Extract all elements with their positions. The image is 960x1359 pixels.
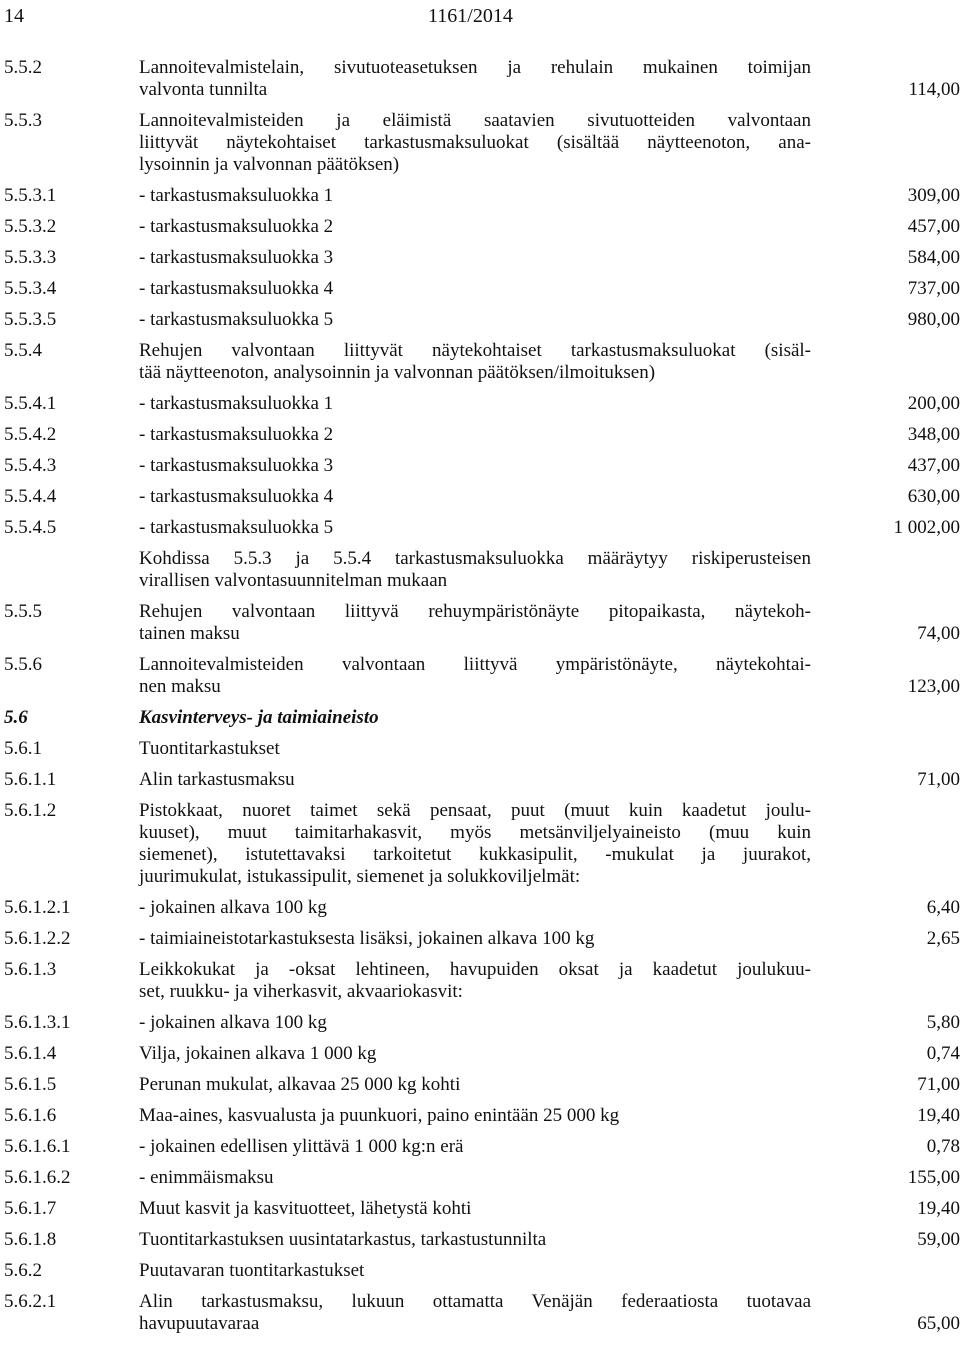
fee-amount: 59,00 xyxy=(917,1229,960,1250)
fee-row xyxy=(0,1260,960,1282)
item-description xyxy=(139,1074,811,1096)
item-description xyxy=(139,1136,811,1158)
description-line: set, ruukku- ja viherkasvit, akvaariokasvit: xyxy=(139,981,463,1002)
item-number: 5.6.1.3.1 xyxy=(4,1012,71,1033)
item-description xyxy=(139,738,811,760)
item-description xyxy=(139,1229,811,1251)
fee-row xyxy=(0,1043,960,1065)
item-description xyxy=(139,1260,811,1282)
description-line: kuuset), muut taimitarhakasvit, myös metsänviljelyaineisto (muu kuin xyxy=(139,822,811,843)
item-description xyxy=(139,928,811,950)
fee-row xyxy=(0,1167,960,1189)
description-line: virallisen valvontasuunnitelman mukaan xyxy=(139,570,448,591)
item-description xyxy=(139,1043,811,1065)
description-line: valvonta tunnilta xyxy=(139,79,268,100)
item-description xyxy=(139,601,811,645)
description-line: lysoinnin ja valvonnan päätöksen) xyxy=(139,154,400,175)
item-number: 5.6.1.6.2 xyxy=(4,1167,71,1188)
item-description xyxy=(139,247,811,269)
item-description xyxy=(139,1291,811,1335)
description-line: Leikkokukat ja -oksat lehtineen, havupuiden oksat ja kaadetut joulukuu- xyxy=(139,959,811,980)
fee-amount: 19,40 xyxy=(917,1198,960,1219)
description-line: - jokainen alkava 100 kg xyxy=(139,1012,327,1033)
item-number: 5.6.1.6 xyxy=(4,1105,57,1126)
fee-row xyxy=(0,486,960,508)
fee-amount: 0,78 xyxy=(926,1136,960,1157)
description-line: Kohdissa 5.5.3 ja 5.5.4 tarkastusmaksuluokka määräytyy riskiperusteisen xyxy=(139,548,811,569)
fee-row xyxy=(0,738,960,760)
document-reference: 1161/2014 xyxy=(428,5,513,27)
description-line: Kasvinterveys- ja taimiaineisto xyxy=(139,707,379,728)
description-line: Lannoitevalmisteiden ja eläimistä saatavien sivutuotteiden valvontaan xyxy=(139,110,811,131)
description-line: - tarkastusmaksuluokka 3 xyxy=(139,247,334,268)
fee-amount: 74,00 xyxy=(917,623,960,644)
item-number: 5.6.1.2.2 xyxy=(4,928,71,949)
fee-amount: 348,00 xyxy=(907,424,960,445)
item-description xyxy=(139,1167,811,1189)
description-line: - tarkastusmaksuluokka 4 xyxy=(139,486,334,507)
fee-amount: 155,00 xyxy=(907,1167,960,1188)
description-line: - taimiaineistotarkastuksesta lisäksi, jokainen alkava 100 kg xyxy=(139,928,595,949)
description-line: - jokainen edellisen ylittävä 1 000 kg:n erä xyxy=(139,1136,464,1157)
description-line: Perunan mukulat, alkavaa 25 000 kg kohti xyxy=(139,1074,461,1095)
fee-row xyxy=(0,110,960,176)
fee-amount: 437,00 xyxy=(907,455,960,476)
fee-row xyxy=(0,517,960,539)
description-line: Lannoitevalmistelain, sivutuoteasetuksen ja rehulain mukainen toimijan xyxy=(139,57,811,78)
item-description xyxy=(139,959,811,1003)
item-number: 5.5.4.5 xyxy=(4,517,57,538)
description-line: - enimmäismaksu xyxy=(139,1167,274,1188)
item-number: 5.5.3.2 xyxy=(4,216,57,237)
description-line: Rehujen valvontaan liittyvät näytekohtaiset tarkastusmaksuluokat (sisäl- xyxy=(139,340,811,361)
fee-row xyxy=(0,424,960,446)
description-line: Alin tarkastusmaksu xyxy=(139,769,295,790)
fee-row xyxy=(0,1136,960,1158)
fee-row xyxy=(0,548,960,592)
item-number: 5.5.4.3 xyxy=(4,455,57,476)
description-line: juurimukulat, istukassipulit, siemenet ja solukkoviljelmät: xyxy=(139,866,581,887)
item-number: 5.6.1 xyxy=(4,738,42,759)
item-description xyxy=(139,517,811,539)
fee-row xyxy=(0,1074,960,1096)
fee-row xyxy=(0,601,960,645)
item-description xyxy=(139,654,811,698)
description-line: Maa-aines, kasvualusta ja puunkuori, paino enintään 25 000 kg xyxy=(139,1105,620,1126)
fee-amount: 200,00 xyxy=(907,393,960,414)
fee-amount: 630,00 xyxy=(907,486,960,507)
fee-amount: 123,00 xyxy=(907,676,960,697)
fee-row xyxy=(0,393,960,415)
description-line: - tarkastusmaksuluokka 4 xyxy=(139,278,334,299)
fee-row xyxy=(0,928,960,950)
item-number: 5.6.1.5 xyxy=(4,1074,57,1095)
item-description xyxy=(139,800,811,888)
item-number: 5.5.4 xyxy=(4,340,42,361)
fee-amount: 5,80 xyxy=(926,1012,960,1033)
fee-row xyxy=(0,309,960,331)
item-number: 5.5.3 xyxy=(4,110,42,131)
fee-row xyxy=(0,216,960,238)
item-description xyxy=(139,1012,811,1034)
fee-row xyxy=(0,1012,960,1034)
item-number: 5.5.2 xyxy=(4,57,42,78)
item-number: 5.6.1.4 xyxy=(4,1043,57,1064)
fee-row xyxy=(0,57,960,101)
description-line: Rehujen valvontaan liittyvä rehuympäristönäyte pitopaikasta, näytekoh- xyxy=(139,601,811,622)
fee-amount: 19,40 xyxy=(917,1105,960,1126)
description-line: Vilja, jokainen alkava 1 000 kg xyxy=(139,1043,377,1064)
item-description xyxy=(139,707,811,729)
item-description xyxy=(139,897,811,919)
item-number: 5.6.1.2.1 xyxy=(4,897,71,918)
item-description xyxy=(139,57,811,101)
item-number: 5.5.3.4 xyxy=(4,278,57,299)
description-line: - tarkastusmaksuluokka 5 xyxy=(139,517,334,538)
fee-row xyxy=(0,1105,960,1127)
item-description xyxy=(139,110,811,176)
description-line: siemenet), istutettavaksi tarkoitetut kukkasipulit, -mukulat ja juurakot, xyxy=(139,844,811,865)
fee-row xyxy=(0,278,960,300)
description-line: - jokainen alkava 100 kg xyxy=(139,897,327,918)
item-description xyxy=(139,1198,811,1220)
description-line: nen maksu xyxy=(139,676,221,697)
fee-amount: 71,00 xyxy=(917,769,960,790)
description-line: tainen maksu xyxy=(139,623,240,644)
fee-row xyxy=(0,1291,960,1335)
item-description xyxy=(139,486,811,508)
fee-amount: 1 002,00 xyxy=(893,517,960,538)
item-description xyxy=(139,309,811,331)
item-number: 5.5.3.1 xyxy=(4,185,57,206)
item-number: 5.5.3.3 xyxy=(4,247,57,268)
item-number: 5.6.1.8 xyxy=(4,1229,57,1250)
item-number: 5.5.3.5 xyxy=(4,309,57,330)
item-number: 5.5.6 xyxy=(4,654,42,675)
description-line: - tarkastusmaksuluokka 1 xyxy=(139,185,334,206)
fee-row xyxy=(0,1198,960,1220)
description-line: tää näytteenoton, analysoinnin ja valvonnan päätöksen/ilmoituksen) xyxy=(139,362,656,383)
item-description xyxy=(139,1105,811,1127)
item-number: 5.6.1.2 xyxy=(4,800,57,821)
fee-amount: 980,00 xyxy=(907,309,960,330)
description-line: - tarkastusmaksuluokka 2 xyxy=(139,216,334,237)
item-number: 5.6.1.3 xyxy=(4,959,57,980)
fee-amount: 0,74 xyxy=(926,1043,960,1064)
item-number: 5.5.4.2 xyxy=(4,424,57,445)
item-description xyxy=(139,455,811,477)
item-number: 5.6.1.6.1 xyxy=(4,1136,71,1157)
description-line: - tarkastusmaksuluokka 5 xyxy=(139,309,334,330)
description-line: havupuutavaraa xyxy=(139,1313,260,1334)
description-line: Alin tarkastusmaksu, lukuun ottamatta Venäjän federaatiosta tuotavaa xyxy=(139,1291,811,1312)
fee-amount: 71,00 xyxy=(917,1074,960,1095)
fee-amount: 584,00 xyxy=(907,247,960,268)
description-line: - tarkastusmaksuluokka 2 xyxy=(139,424,334,445)
fee-row xyxy=(0,654,960,698)
item-description xyxy=(139,393,811,415)
item-number: 5.6.1.1 xyxy=(4,769,57,790)
item-description xyxy=(139,548,811,592)
item-number: 5.6.1.7 xyxy=(4,1198,57,1219)
fee-amount: 737,00 xyxy=(907,278,960,299)
item-number: 5.5.5 xyxy=(4,601,42,622)
section-heading xyxy=(0,707,960,729)
description-line: Pistokkaat, nuoret taimet sekä pensaat, puut (muut kuin kaadetut joulu- xyxy=(139,800,811,821)
item-description xyxy=(139,278,811,300)
fee-row xyxy=(0,1229,960,1251)
item-description xyxy=(139,185,811,207)
item-number: 5.5.4.1 xyxy=(4,393,57,414)
fee-row xyxy=(0,340,960,384)
description-line: Muut kasvit ja kasvituotteet, lähetystä kohti xyxy=(139,1198,472,1219)
item-description xyxy=(139,216,811,238)
fee-amount: 309,00 xyxy=(907,185,960,206)
description-line: Tuontitarkastuksen uusintatarkastus, tarkastustunnilta xyxy=(139,1229,547,1250)
item-number: 5.5.4.4 xyxy=(4,486,57,507)
description-line: - tarkastusmaksuluokka 3 xyxy=(139,455,334,476)
fee-table xyxy=(0,57,960,1344)
fee-row xyxy=(0,185,960,207)
fee-row xyxy=(0,800,960,888)
description-line: Puutavaran tuontitarkastukset xyxy=(139,1260,365,1281)
item-description xyxy=(139,424,811,446)
description-line: - tarkastusmaksuluokka 1 xyxy=(139,393,334,414)
item-number: 5.6.2.1 xyxy=(4,1291,57,1312)
description-line: Tuontitarkastukset xyxy=(139,738,280,759)
page-number: 14 xyxy=(4,5,24,27)
item-number: 5.6 xyxy=(4,707,28,728)
fee-amount: 2,65 xyxy=(926,928,960,949)
fee-row xyxy=(0,769,960,791)
item-number: 5.6.2 xyxy=(4,1260,42,1281)
fee-row xyxy=(0,455,960,477)
fee-row xyxy=(0,959,960,1003)
item-description xyxy=(139,769,811,791)
description-line: liittyvät näytekohtaiset tarkastusmaksuluokat (sisältää näytteenoton, ana- xyxy=(139,132,811,153)
item-description xyxy=(139,340,811,384)
fee-amount: 6,40 xyxy=(926,897,960,918)
fee-amount: 114,00 xyxy=(908,79,960,100)
fee-row xyxy=(0,897,960,919)
description-line: Lannoitevalmisteiden valvontaan liittyvä ympäristönäyte, näytekohtai- xyxy=(139,654,811,675)
fee-amount: 65,00 xyxy=(917,1313,960,1334)
fee-row xyxy=(0,247,960,269)
fee-amount: 457,00 xyxy=(907,216,960,237)
